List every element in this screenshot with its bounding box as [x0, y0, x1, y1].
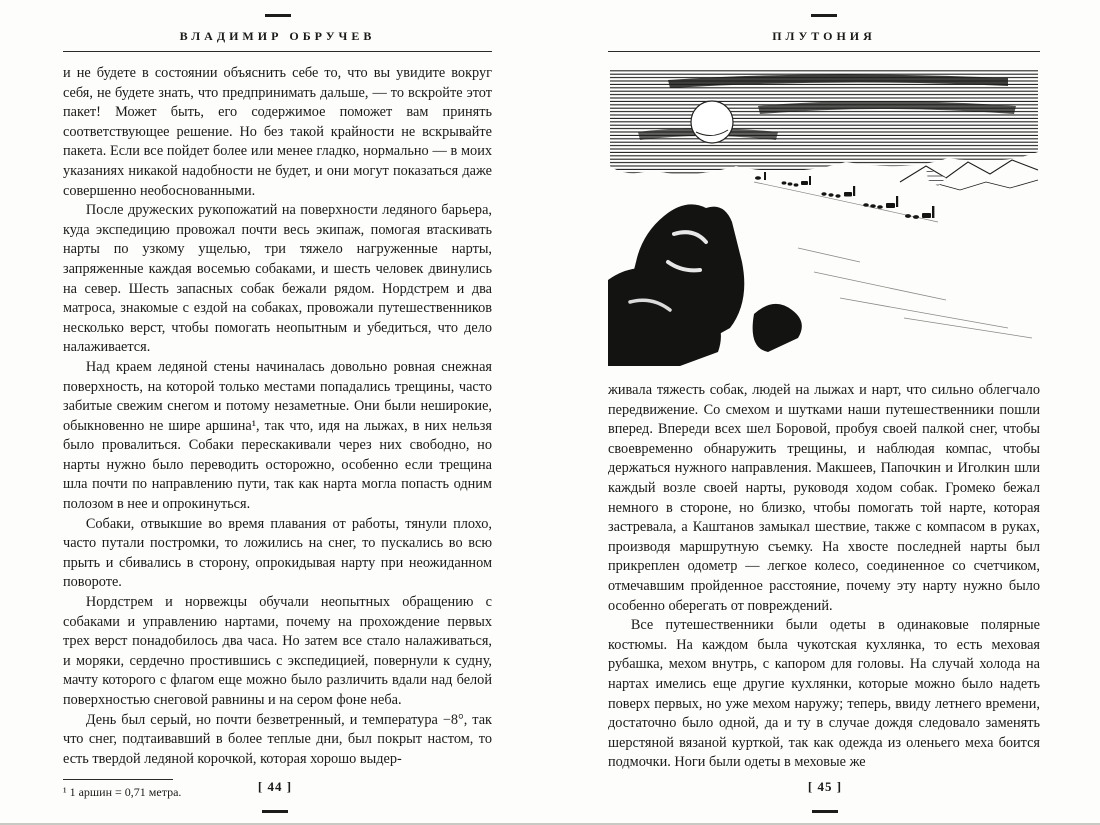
right-page-text: [608, 381, 1040, 773]
footnote-text: ¹ 1 аршин = 0,71 метра.: [63, 785, 182, 800]
illustration-dog-sled-caravan: [608, 66, 1040, 366]
sled-caravan: [755, 172, 934, 219]
header-ornament: [265, 14, 291, 17]
page-right: [550, 0, 1100, 825]
paragraph: Над краем ледяной стены начиналась довольно ровная снежная поверхность, на которой только местами попадались трещины, часто забитые свежим снегом и потому незаметные. Они были неширокие, обыкновенно не шире аршина¹, так что, идя на лыжах, в них нельзя было провалиться. Собаки перескакивали через них свободно, но нарты нужно было переводить осторожно, особенно если трещина шла почти по направлению пути, так как нарта могла попасть одним полозом в нее и опрокинуться.: [63, 358, 492, 513]
running-head-title: ПЛУТОНИЯ: [608, 29, 1040, 52]
paragraph: и не будете в состоянии объяснить себе то, что вы увидите вокруг себя, не будете знать, что предпринимать дальше, — то вскройте этот пакет! Может быть, его содержимое поможет вам принять соответствующее решение. Но без такой крайности не вскрывайте пакета. Если все пойдет более или менее гладко, нормально — в моих указаниях никакой надобности не будет, и они могут показаться даже совершенно необоснованными.: [63, 65, 492, 199]
sun-disc: [691, 101, 733, 143]
paragraph: Собаки, отвыкшие во время плавания от работы, тянули плохо, часто путали постромки, то ложились на снег, то пускались во всю прыть и сбивались в сторону, опрокидывая нарту при неожиданном повороте.: [63, 515, 492, 591]
page-number-left: [ 44 ]: [257, 779, 293, 794]
footer-ornament: [812, 810, 838, 813]
trail-line: [754, 182, 938, 222]
left-page-text: [63, 64, 492, 769]
snow-texture: [798, 248, 1032, 338]
distant-ridge: [900, 160, 1038, 190]
running-head-author: ВЛАДИМИР ОБРУЧЕВ: [63, 29, 492, 52]
header-ornament: [811, 14, 837, 17]
paragraph: Нордстрем и норвежцы обучали неопытных обращению с собаками и управлению нартами, почему на прохождение первых трех верст понадобилось два часа. Но затем все стало налаживаться, и моряки, сердечно простившись с экспедицией, повернули к судну, мачту которого с флагом еще можно было различить вдали над белой поверхностью снеговой равнины и на сером фоне неба.: [63, 594, 492, 708]
paragraph: Все путешественники были одеты в одинаковые полярные костюмы. На каждом была чукотская кухлянка, то есть меховая рубашка, мехом внутрь, с капором для головы. На случай холода на нартах имелись еще другие кухлянки, которые можно было надеть поверх первых, но уже мехом наружу; теперь, ввиду летнего времени, достаточно было одной, да и ту в случае дождя следовало заменять шерстяной вязаной курткой, так как одежда из оленьего меха боится подмочки. Ноги были одеты в меховые же: [608, 617, 1040, 771]
paragraph: живала тяжесть собак, людей на лыжах и нарт, что сильно облегчало передвижение. Со смехом и шутками наши путешественники пошли вперед. Впереди всех шел Боровой, пробуя своей палкой снег, чтобы своевременно обнаружить трещины, и наблюдая компас, чтобы держаться нужного направления. Макшеев, Папочкин и Иголкин шли каждый возле своей нарты, руководя ходом собак. Громеко бежал немного в стороне, но близко, чтобы помогать той нарте, которая застревала, а Каштанов замыкал шествие, также с компасом в руках, производя маршрутную съемку. На хвосте последней нарты был прикреплен одометр — легкое колесо, соединенное со счетчиком, отмечавшим пройденное расстояние, почему эту нарту нужно было особенно оберегать от повреждений.: [608, 382, 1040, 614]
page-number-right: [ 45 ]: [807, 779, 843, 794]
footer-ornament: [262, 810, 288, 813]
paragraph: День был серый, но почти безветренный, и температура −8°, так что снег, подтаивавший в более теплые дни, был покрыт настом, то есть твердой ледяной корочкой, которая хорошо выдер-: [63, 711, 492, 767]
paragraph: После дружеских рукопожатий на поверхности ледяного барьера, куда экспедицию провожал почти весь экипаж, помогая втаскивать нарты по узкому ущелью, три тяжело нагруженные нарты, запряженные каждая восемью собаками, и шесть человек двинулись на север. Шесть запасных собак бежали рядом. Нордстрем и два матроса, знакомые с ездой на собаках, провожали путешественников несколько верст, чтобы помогать неопытным и убедиться, что дело налаживается.: [63, 202, 492, 356]
ridge-hatch: [926, 168, 946, 186]
foreground-rock-small: [753, 304, 802, 352]
